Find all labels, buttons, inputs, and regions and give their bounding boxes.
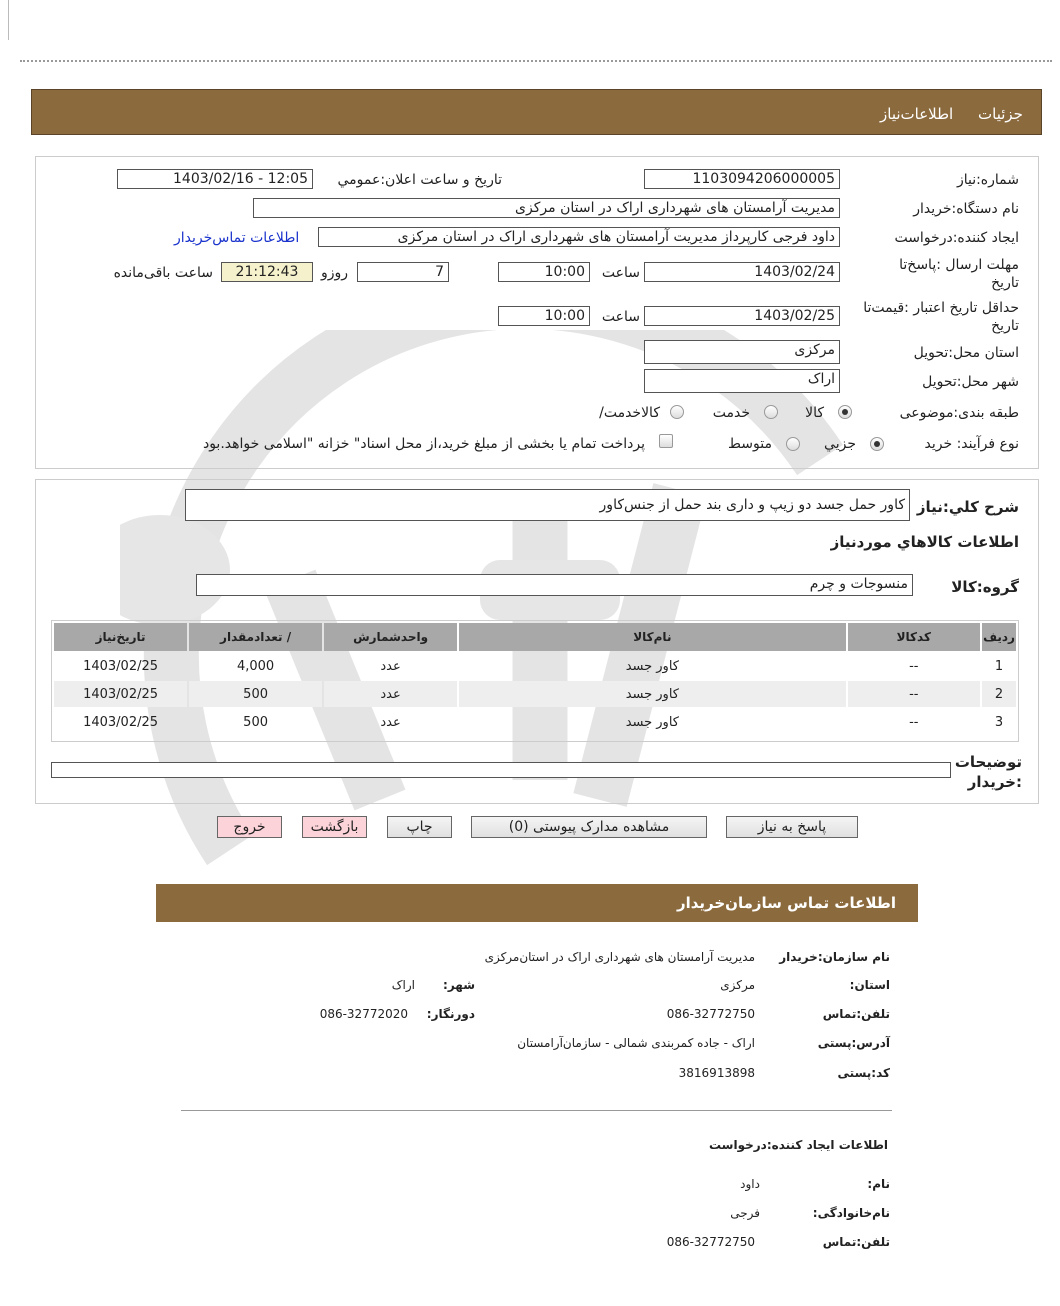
attachments-button[interactable]: مشاهده مدارک پیوستی (0) [471,816,707,838]
cell-name: کاور جسد [459,681,845,707]
respond-button[interactable]: پاسخ به نیاز [726,816,858,838]
creator-field: داود فرجی کارپرداز مدیریت آرامستان های شهرداری اراک در استان مرکزی [318,227,840,247]
deadline-date-field: 1403/02/24 [644,262,840,282]
cell-row: 3 [994,714,1004,730]
contact-divider [181,1110,892,1111]
fax-value: 086-32772020 [319,1007,408,1021]
need-number-label: شماره:نیاز [956,172,1019,188]
items-section-title: اطلاعات كالاهاي موردنیاز [830,533,1019,551]
postal-code-value: 3816913898 [678,1066,755,1080]
cell-row: 2 [982,681,1016,707]
days-label: روزو [320,265,348,281]
items-table-wrapper [51,620,1019,742]
back-button[interactable]: بازگشت [302,816,367,838]
table-row [54,653,1016,679]
cell-qty: 4,000 [236,658,275,674]
treasury-payment-label: پرداخت تمام یا بخشی از مبلغ خرید،از محل اسناد" خزانه "اسلامی خواهد.بود [202,436,645,452]
validity-date-field: 1403/02/25 [644,306,840,326]
left-border-line [8,0,9,40]
fax-label: :دورنگار [426,1007,475,1021]
items-table-header [54,623,1016,651]
top-dotted-divider [20,60,1052,62]
cell-row: 1 [994,658,1004,674]
goods-group-field: منسوجات و چرم [196,574,913,596]
col-unit: واحدشمارش [324,623,457,651]
category-goods-label: کالا [805,405,824,421]
creator-label: ایجاد کننده:درخواست [894,230,1019,246]
table-row [54,709,1016,735]
process-type-label: نوع فرآیند: خرید [924,436,1019,452]
cell-date: 1403/02/25 [54,681,187,707]
col-date: تاریخ‌نیاز [54,623,187,651]
col-row: ردیف [982,623,1016,651]
remaining-time-field: 21:12:43 [221,262,313,282]
cell-date: 1403/02/25 [83,658,159,674]
buyer-contact-link[interactable]: اطلاعات تماس‌خریدار [174,230,300,246]
creator-family-label: :نام‌خانوادگی [812,1206,890,1220]
buyer-notes-field [51,762,951,778]
process-minor-radio[interactable] [870,437,884,451]
creator-info-title: اطلاعات ایجاد کننده:درخواست [708,1138,888,1152]
col-qty: / تعدادمقدار [189,623,322,651]
deadline-label: مهلت ارسال :پاسخ‌تا تاریخ [899,257,1019,291]
col-code: کدکالا [848,623,980,651]
address-value: اراک - جاده کمربندی شمالی - سازمان‌آرامستان [517,1036,755,1050]
creator-family-value: فرجی [730,1206,760,1220]
creator-phone-label: تلفن:تماس [822,1235,890,1249]
category-label: طبقه بندی:موضوعی [899,405,1019,421]
validity-time-field: 10:00 [498,306,590,326]
treasury-payment-checkbox[interactable] [659,434,673,448]
process-medium-label: متوسط [728,436,772,452]
exit-button[interactable]: خروج [217,816,282,838]
announce-label: تاریخ و ساعت اعلان:عمومي [337,172,502,188]
city-label: شهر محل:تحویل [922,374,1019,390]
remaining-label: ساعت باقی‌مانده [113,265,213,281]
province-contact-label: :استان [849,978,890,992]
tab-details[interactable]: جزئیات [978,105,1023,123]
cell-unit: عدد [380,714,401,730]
cell-qty: 500 [189,681,322,707]
cell-unit: عدد [380,658,401,674]
table-row [54,681,1016,707]
announce-field: 1403/02/16 - 12:05 [117,169,313,189]
process-medium-radio[interactable] [786,437,800,451]
address-label: آدرس:پستی [817,1036,890,1050]
phone-label: تلفن:تماس [822,1007,890,1021]
need-number-field: 1103094206000005 [644,169,840,189]
tab-need-info[interactable]: اطلاعات‌نیاز [880,105,954,123]
col-name: نام‌کالا [459,623,845,651]
category-goods-radio[interactable] [838,405,852,419]
cell-code: -- [909,714,919,730]
cell-date: 1403/02/25 [83,714,159,730]
cell-code: -- [848,681,980,707]
phone-value: 086-32772750 [666,1007,755,1021]
deadline-time-label: ساعت [601,265,640,281]
days-field: 7 [357,262,449,282]
cell-name: کاور جسد [625,714,679,730]
category-service-radio[interactable] [764,405,778,419]
category-service-label: خدمت [712,405,750,421]
province-label: استان محل:تحویل [913,345,1019,361]
deadline-time-field: 10:00 [498,262,590,282]
org-value: مدیریت آرامستان های شهرداری اراک در استان‌مرکزی [484,950,755,964]
creator-name-label: :نام [867,1177,890,1191]
goods-group-label: گروه:کالا [951,578,1019,596]
buyer-org-label: نام دستگاه:خریدار [913,201,1019,217]
items-table [52,621,1018,737]
category-goods-service-radio[interactable] [670,405,684,419]
city-contact-label: :شهر [443,978,475,992]
city-contact-value: اراک [391,978,415,992]
summary-label: شرح کلي:نیاز [916,498,1019,516]
city-field: اراک [644,369,840,393]
summary-field: کاور حمل جسد دو زیپ و داری بند حمل از جنس‌کاور [185,489,910,521]
cell-name: کاور جسد [625,658,679,674]
process-minor-label: جزيي [824,436,856,452]
cell-unit: عدد [324,681,457,707]
cell-qty: 500 [243,714,268,730]
org-label: نام سازمان:خریدار [779,950,890,964]
province-contact-value: مرکزی [720,978,755,992]
category-goods-service-label: /کالاخدمت [599,405,660,421]
contact-section-title: اطلاعات تماس سازمان‌خریدار [676,894,896,912]
buyer-org-field: مدیریت آرامستان های شهرداری اراک در استان مرکزی [253,198,840,218]
buyer-notes-label: توضیحات :خریدار [954,753,1022,791]
postal-code-label: کد:پستی [837,1066,890,1080]
creator-name-value: داود [740,1177,760,1191]
print-button[interactable]: چاپ [387,816,452,838]
province-field: مرکزی [644,340,840,364]
cell-code: -- [909,658,919,674]
creator-phone-value: 086-32772750 [666,1235,755,1249]
validity-time-label: ساعت [601,309,640,325]
validity-label: حداقل تاریخ اعتبار :قیمت‌تا تاریخ [863,300,1019,334]
